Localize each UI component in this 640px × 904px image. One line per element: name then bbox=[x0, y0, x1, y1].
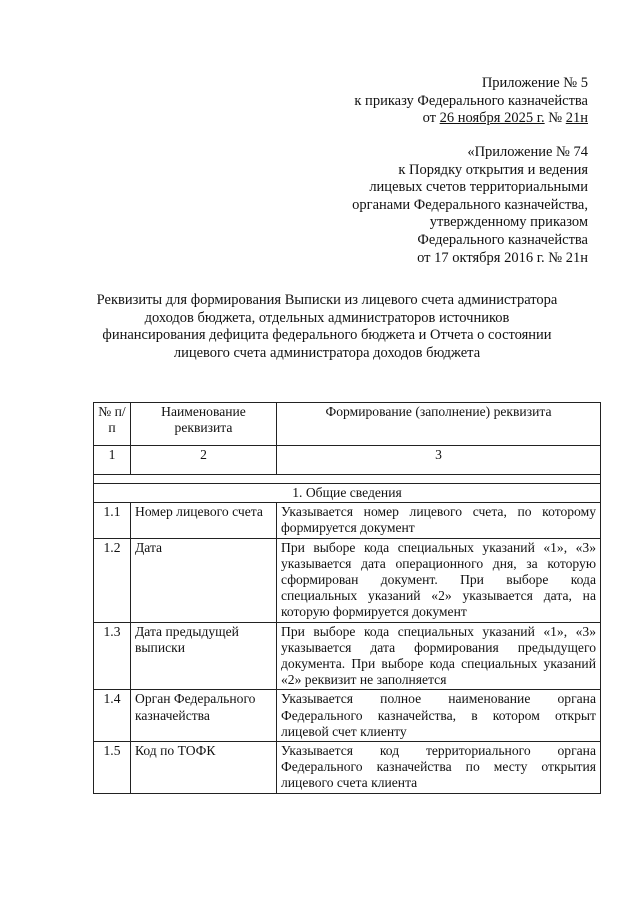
appendix-number: Приложение № 5 bbox=[481, 75, 588, 91]
appendix-ref-line: утвержденному приказом bbox=[429, 214, 588, 231]
appendix-order-ref: к приказу Федерального казначейства bbox=[354, 92, 588, 109]
row-number: 1.3 bbox=[94, 622, 131, 690]
row-fill: При выборе кода специальных указаний «1», «3» указывается дата формирования предыдущего документа. При выборе кода специальных указаний «2» реквизит не заполняется bbox=[277, 622, 601, 690]
column-index: 3 bbox=[277, 446, 601, 475]
table-row bbox=[94, 742, 601, 794]
table-row bbox=[94, 622, 601, 690]
order-number: 21н bbox=[565, 110, 588, 127]
appendix-ref-line: от 17 октября 2016 г. № 21н bbox=[417, 249, 588, 266]
appendix-ref-line: «Приложение № 74 bbox=[467, 144, 588, 160]
document-title bbox=[92, 292, 562, 362]
row-fill: Указывается полное наименование органа Федерального казначейства, в котором открыт лицевой счет клиенту bbox=[277, 690, 601, 742]
order-number-sep: № bbox=[544, 110, 566, 127]
appendix-header bbox=[354, 75, 588, 128]
appendix-ref-line: лицевых счетов территориальными bbox=[369, 179, 588, 196]
row-name: Дата предыдущей выписки bbox=[131, 622, 277, 690]
row-fill: Указывается код территориального органа Федерального казначейства по месту открытия лицевого счета клиента bbox=[277, 742, 601, 794]
separator-row bbox=[94, 475, 601, 484]
header-name: Наименование реквизита bbox=[131, 403, 277, 446]
table-row bbox=[94, 503, 601, 538]
appendix-ref-line: к Порядку открытия и ведения bbox=[398, 161, 588, 178]
order-date: 26 ноября 2025 г. bbox=[439, 110, 545, 127]
row-number: 1.4 bbox=[94, 690, 131, 742]
column-index: 1 bbox=[94, 446, 131, 475]
header-num: № п/п bbox=[94, 403, 131, 446]
row-number: 1.2 bbox=[94, 538, 131, 622]
row-number: 1.5 bbox=[94, 742, 131, 794]
header-fill: Формирование (заполнение) реквизита bbox=[277, 403, 601, 446]
row-name: Дата bbox=[131, 538, 277, 622]
separator-cell bbox=[94, 475, 601, 484]
row-fill: Указывается номер лицевого счета, по которому формируется документ bbox=[277, 503, 601, 538]
section-title: 1. Общие сведения bbox=[94, 484, 601, 503]
title-line: финансирования дефицита федерального бюджета и Отчета о состоянии bbox=[102, 327, 552, 343]
requisites-table bbox=[93, 402, 601, 794]
column-index: 2 bbox=[131, 446, 277, 475]
title-line: лицевого счета администратора доходов бюджета bbox=[173, 344, 481, 361]
row-number: 1.1 bbox=[94, 503, 131, 538]
row-name: Код по ТОФК bbox=[131, 742, 277, 794]
appendix-order-date-line bbox=[354, 110, 588, 128]
order-date-prefix: от bbox=[422, 110, 440, 127]
column-index-row bbox=[94, 446, 601, 475]
section-row bbox=[94, 484, 601, 503]
table-row bbox=[94, 690, 601, 742]
title-line: Реквизиты для формирования Выписки из лицевого счета администратора bbox=[96, 292, 558, 308]
appendix-ref-line: Федерального казначейства bbox=[417, 231, 588, 248]
row-name: Номер лицевого счета bbox=[131, 503, 277, 538]
table-header-row bbox=[94, 403, 601, 446]
row-name: Орган Федерального казначейства bbox=[131, 690, 277, 742]
title-line: доходов бюджета, отдельных администраторов источников bbox=[144, 309, 510, 326]
table-row bbox=[94, 538, 601, 622]
row-fill: При выборе кода специальных указаний «1», «3» указывается дата операционного дня, за которую сформирован документ. При выборе кода специальных указаний «2» указывается дата, на которую формируется документ bbox=[277, 538, 601, 622]
appendix-ref-header bbox=[352, 144, 588, 267]
appendix-ref-line: органами Федерального казначейства, bbox=[352, 196, 588, 213]
